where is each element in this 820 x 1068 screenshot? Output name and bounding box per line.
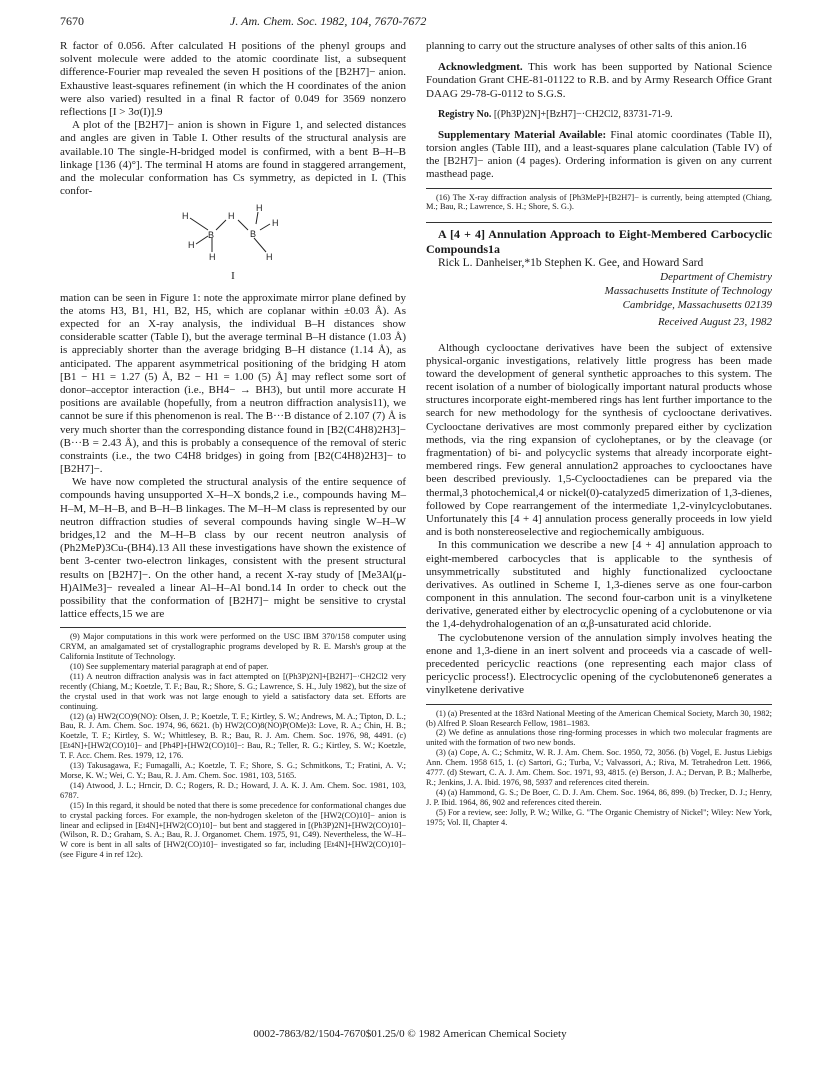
footnote: (9) Major computations in this work were performed on the USC IBM 370/158 computer using CRYM, an amalgamated set of crystallographic programs developed by R. E. Marsh's group at the California Institute of Technology. <box>60 632 406 662</box>
registry-title: Registry No. <box>438 108 492 120</box>
paragraph: Although cyclooctane derivatives have been the subject of extensive physical-organic investigations, relatively little progress has been made toward the development of general synthetic approaches to this system. The recent isolation of a number of biologically important natural products whose structures incorporate eight-membered rings has lent further importance to the search for new methodology for the synthesis of cyclooctane derivatives. Cyclooctane derivatives are most commonly prepared either by cyclization methods, via the ring expansion of cycloheptanes, or by the cleavage (or fragmentation) of bi- and polycyclic systems that already incorporate eight-membered rings. Few general annulation2 approaches to cyclooctanes have been described previously. 1,5-Cyclooctadienes can be prepared via the thermal,3 photochemical,4 or nickel(0)-catalyzed5 dimerization of 1,3-dienes, followed by Cope rearrangement of the intermediate 1,2-vinylcyclobutanes. Unfortunately this [4 + 4] annulation process generally proceeds in low yield and is both nonstereoselective and regiochemically ambiguous. <box>426 341 772 539</box>
section-divider <box>426 222 772 223</box>
footnote: (2) We define as annulations those ring-forming processes in which two molecular fragments are united with the formation of two new bonds. <box>426 728 772 748</box>
registry-text: [(Ph3P)2N]+[BzH7]−·CH2Cl2, 83731-71-9. <box>491 108 673 120</box>
atom-label: B <box>250 229 257 240</box>
paragraph: A plot of the [B2H7]− anion is shown in Figure 1, and selected distances and angles are given in Table I. Other results of the structural analysis are available.10 The single-H-bridged model is confirmed, with a bent B–H–B linkage [136 (4)°]. The terminal H atoms are found in staggered arrangement, and the molecular conformation has Cs symmetry, as depicted in I. (This confor- <box>60 119 406 198</box>
affiliation-line: Department of Chemistry <box>660 271 772 284</box>
ack-text: This work has been supported by National Science Foundation Grant CHE-81-01122 to R.B. and by Army Research Office Grant DAAG 29-78-G-0112 to S.G.S. <box>426 61 772 100</box>
paragraph: mation can be seen in Figure 1: note the approximate mirror plane defined by the atoms H3, B1, H1, B2, H5, which are coplanar within ±0.03 Å). As expected for an X-ray analysis, the individual B–H distances show considerable scatter (Table I), but the average terminal B–H distance (1.03 Å) is appreciably shorter than the average bridging B–H distance (1.14 Å), as anticipated. The apparent asymmetrical positioning of the bridging H atom [B1 − H1 = 1.27 (5) Å, B2 − H1 = 1.00 (5) Å] may reflect some sort of donor–acceptor interaction (i.e., BH4− → BH3), but until more accurate H positions are available (hopefully, from a neutron diffraction analysis11), we cannot be sure if this phenomenon is real. The B···B distance of 2.107 (7) Å is very much shorter than the corresponding distance found in [B2(C4H8)2H3]− (B···B = 2.43 Å), and this is probably a consequence of the removal of steric constraints (i.e., the two C4H8 bridges) in going from [B2(C4H8)2H3]− to [B2H7]−. <box>60 291 406 476</box>
footnote: (15) In this regard, it should be noted that there is some precedence for conformational changes due to crystal packing forces. For example, the non-hydrogen skeleton of the [HW2(CO)10]− anion is linear and eclipsed in [Et4N]+[HW2(CO)10]− but bent and staggered in [(Ph3P)2N]+[HW2(CO)10]− (Wilson, R. D.; Graham, S. A.; Bau, R. J. Organomet. Chem. 1975, 91, C49). Nevertheless, the W–H–W core is bent in all salts of [HW2(CO)10]− investigated so far, including [Et4N]+[HW2(CO)10]− (see Figure 4 in ref 12c). <box>60 800 406 860</box>
footnote-16 <box>426 193 772 213</box>
acknowledgment <box>426 61 772 101</box>
atom-label: H <box>182 211 189 222</box>
received-date: Received August 23, 1982 <box>657 316 772 329</box>
affiliation-line: Massachusetts Institute of Technology <box>604 284 772 297</box>
footnote-divider <box>426 704 772 705</box>
footnote-divider <box>426 188 772 189</box>
paragraph: We have now completed the structural analysis of the entire sequence of compounds having unsupported X–H–X bonds,2 i.e., compounds having M–H–M, M–H–B, and B–H–B linkages. The M–H–M class is represented by our neutron diffraction studies of several compounds having single W–H–W bridges,12 and the M–H–B class by our recent neutron analysis of (Ph2MeP)3Cu-(BH4).13 All these investigations have shown the existence of bent 3-center two-electron linkages, consistent with the present structural results on [B2H7]−. On the other hand, a recent X-ray study of [Me3Al(μ-H)AlMe3]− revealed a linear Al–H–Al bond.14 In order to check out the possibility that the conformation of [B2H7]− might be sensitive to crystal lattice effects,15 we are <box>60 476 406 621</box>
atom-label: H <box>256 203 263 214</box>
footnote: (14) Atwood, J. L.; Hrncir, D. C.; Rogers, R. D.; Howard, J. A. K. J. Am. Chem. Soc. 1981, 103, 6787. <box>60 780 406 800</box>
footnote: (10) See supplementary material paragraph at end of paper. <box>70 662 269 672</box>
copyright-footer: 0002-7863/82/1504-7670$01.25/0 © 1982 American Chemical Society <box>253 1028 567 1040</box>
article-title: A [4 + 4] Annulation Approach to Eight-Membered Carbocyclic Compounds1a <box>426 227 772 257</box>
page-number: 7670 <box>60 14 84 28</box>
footnotes-left <box>60 632 406 860</box>
structure-label: I <box>231 270 235 283</box>
running-header: J. Am. Chem. Soc. 1982, 104, 7670-7672 <box>230 14 427 28</box>
supp-text: Final atomic coordinates (Table II), torsion angles (Table III), and a least-squares plane calculation (Table IV) of the [B2H7]− anion (4 pages). Ordering information is given on any current masthead page. <box>426 128 772 181</box>
ack-title: Acknowledgment. <box>438 61 523 74</box>
paragraph: planning to carry out the structure analyses of other salts of this anion.16 <box>426 40 747 52</box>
paragraph: The cyclobutenone version of the annulation simply involves heating the enone and 1,3-diene in an inert solvent and proceeds via a cascade of well-precedented pericyclic reactions (one representing each major class of pericyclic process!). Electrocyclic opening of the cyclobutenone6 generates a vinylketene derivative <box>426 631 772 697</box>
authors: Rick L. Danheiser,*1b Stephen K. Gee, and Howard Sard <box>438 257 704 270</box>
structure-diagram-I <box>60 202 406 268</box>
footnotes-right <box>426 709 772 828</box>
left-column <box>60 40 406 860</box>
footnote: (16) The X-ray diffraction analysis of [Ph3MeP]+[B2H7]− is currently, being attempted (Chiang, M.; Bau, R.; Lawrence, S. H.; Shore, S. G.). <box>426 192 772 212</box>
right-column <box>426 40 772 827</box>
atom-label: H <box>266 252 273 263</box>
affiliation-line: Cambridge, Massachusetts 02139 <box>622 298 772 311</box>
footnote: (5) For a review, see: Jolly, P. W.; Wilke, G. "The Organic Chemistry of Nickel"; Wiley: New York, 1975; Vol. II, Chapter 4. <box>426 807 772 827</box>
paragraph: In this communication we describe a new [4 + 4] annulation approach to eight-membered carbocycles that is applicable to the synthesis of unsymmetrically substituted and highly functionalized cyclooctane derivatives. As outlined in Scheme I, 1,3-dienes serve as one four-carbon component in this annulation. The second four-carbon unit is a vinylketene derivative, generated either by electrocyclic opening of a cyclobutenone or via the 1,4-dehydrohalogenation of an α,β-unsaturated acid chloride. <box>426 539 772 631</box>
affiliation <box>426 271 772 312</box>
footnote: (4) (a) Hammond, G. S.; De Boer, C. D. J. Am. Chem. Soc. 1964, 86, 899. (b) Trecker, D. J.; Henry, J. P. Ibid. 1964, 86, 902 and references cited therein. <box>426 787 772 807</box>
footnote: (11) A neutron diffraction analysis was in fact attempted on [(Ph3P)2N]+[B2H7]−·CH2Cl2 very recently (Chiang, M.; Koetzle, T. F.; Bau, R.; Shore, S. G.; Lawrence, S. H., July 1982), but the size of the crystal used in that work was not large enough to yield a satisfactory data set. Efforts are continuing. <box>60 671 406 711</box>
registry <box>426 109 772 121</box>
paragraph: R factor of 0.056. After calculated H positions of the phenyl groups and solvent molecule were added to the atomic coordinate list, a subsequent difference-Fourier map revealed the seven H positions of the [B2H7]− anion. Exhaustive least-squares refinement (in which the H coordinates of the anion were also varied) resulted in a final R factor of 0.049 for 3569 nonzero reflections [I > 3σ(I)].9 <box>60 40 406 118</box>
atom-label: H <box>188 240 195 251</box>
footnote: (12) (a) HW2(CO)9(NO): Olsen, J. P.; Koetzle, T. F.; Kirtley, S. W.; Andrews, M. A.; Tipton, D. L.; Bau, R. J. Am. Chem. Soc. 1974, 96, 6621. (b) HW2(CO)8(NO)P(OMe)3: Love, R. A.; Chin, H. B.; Koetzle, T. F.; Kirtley, S. W.; Whittlesey, B. R.; Bau, R. J. Am. Chem. Soc. 1976, 98, 4491. (c) [Et4N]+[HW2(CO)10]− and [Ph4P]+[HW2(CO)10]−: Bau, R.; Teller, R. G.; Kirtley, S. W.; Koetzle, T. F. Acc. Chem. Res. 1979, 12, 176. <box>60 711 406 761</box>
atom-label: H <box>209 252 216 263</box>
footnote: (1) (a) Presented at the 183rd National Meeting of the American Chemical Society, March 30, 1982; (b) Alfred P. Sloan Research Fellow, 1981–1983. <box>426 708 772 728</box>
footnote: (13) Takusagawa, F.; Fumagalli, A.; Koetzle, T. F.; Shore, S. G.; Schmitkons, T.; Fratini, A. V.; Morse, K. W.; Wei, C. Y.; Bau, R. J. Am. Chem. Soc. 1981, 103, 5165. <box>60 761 406 780</box>
atom-label: B <box>208 230 215 241</box>
footnote-divider <box>60 627 406 628</box>
footnote: (3) (a) Cope, A. C.; Schmitz, W. R. J. Am. Chem. Soc. 1950, 72, 3056. (b) Vogel, E. Justus Liebigs Ann. Chem. 1958 615, 1. (c) Sartori, G.; Turba, V.; Valvassori, A.; Riva, M. Tetrahedron Lett. 1966, 4777. (d) Stewart, C. A. J. Am. Chem. Soc. 1971, 93, 4815. (e) Berson, J. A.; Dervan, P. B.; Malherbe, R.; Jenkins, J. A. Ibid. 1976, 98, 5937 and references cited therein. <box>426 748 772 787</box>
supplementary <box>426 129 772 182</box>
atom-label: H <box>272 218 279 229</box>
atom-label: H <box>228 211 235 222</box>
supp-title: Supplementary Material Available: <box>438 128 607 141</box>
